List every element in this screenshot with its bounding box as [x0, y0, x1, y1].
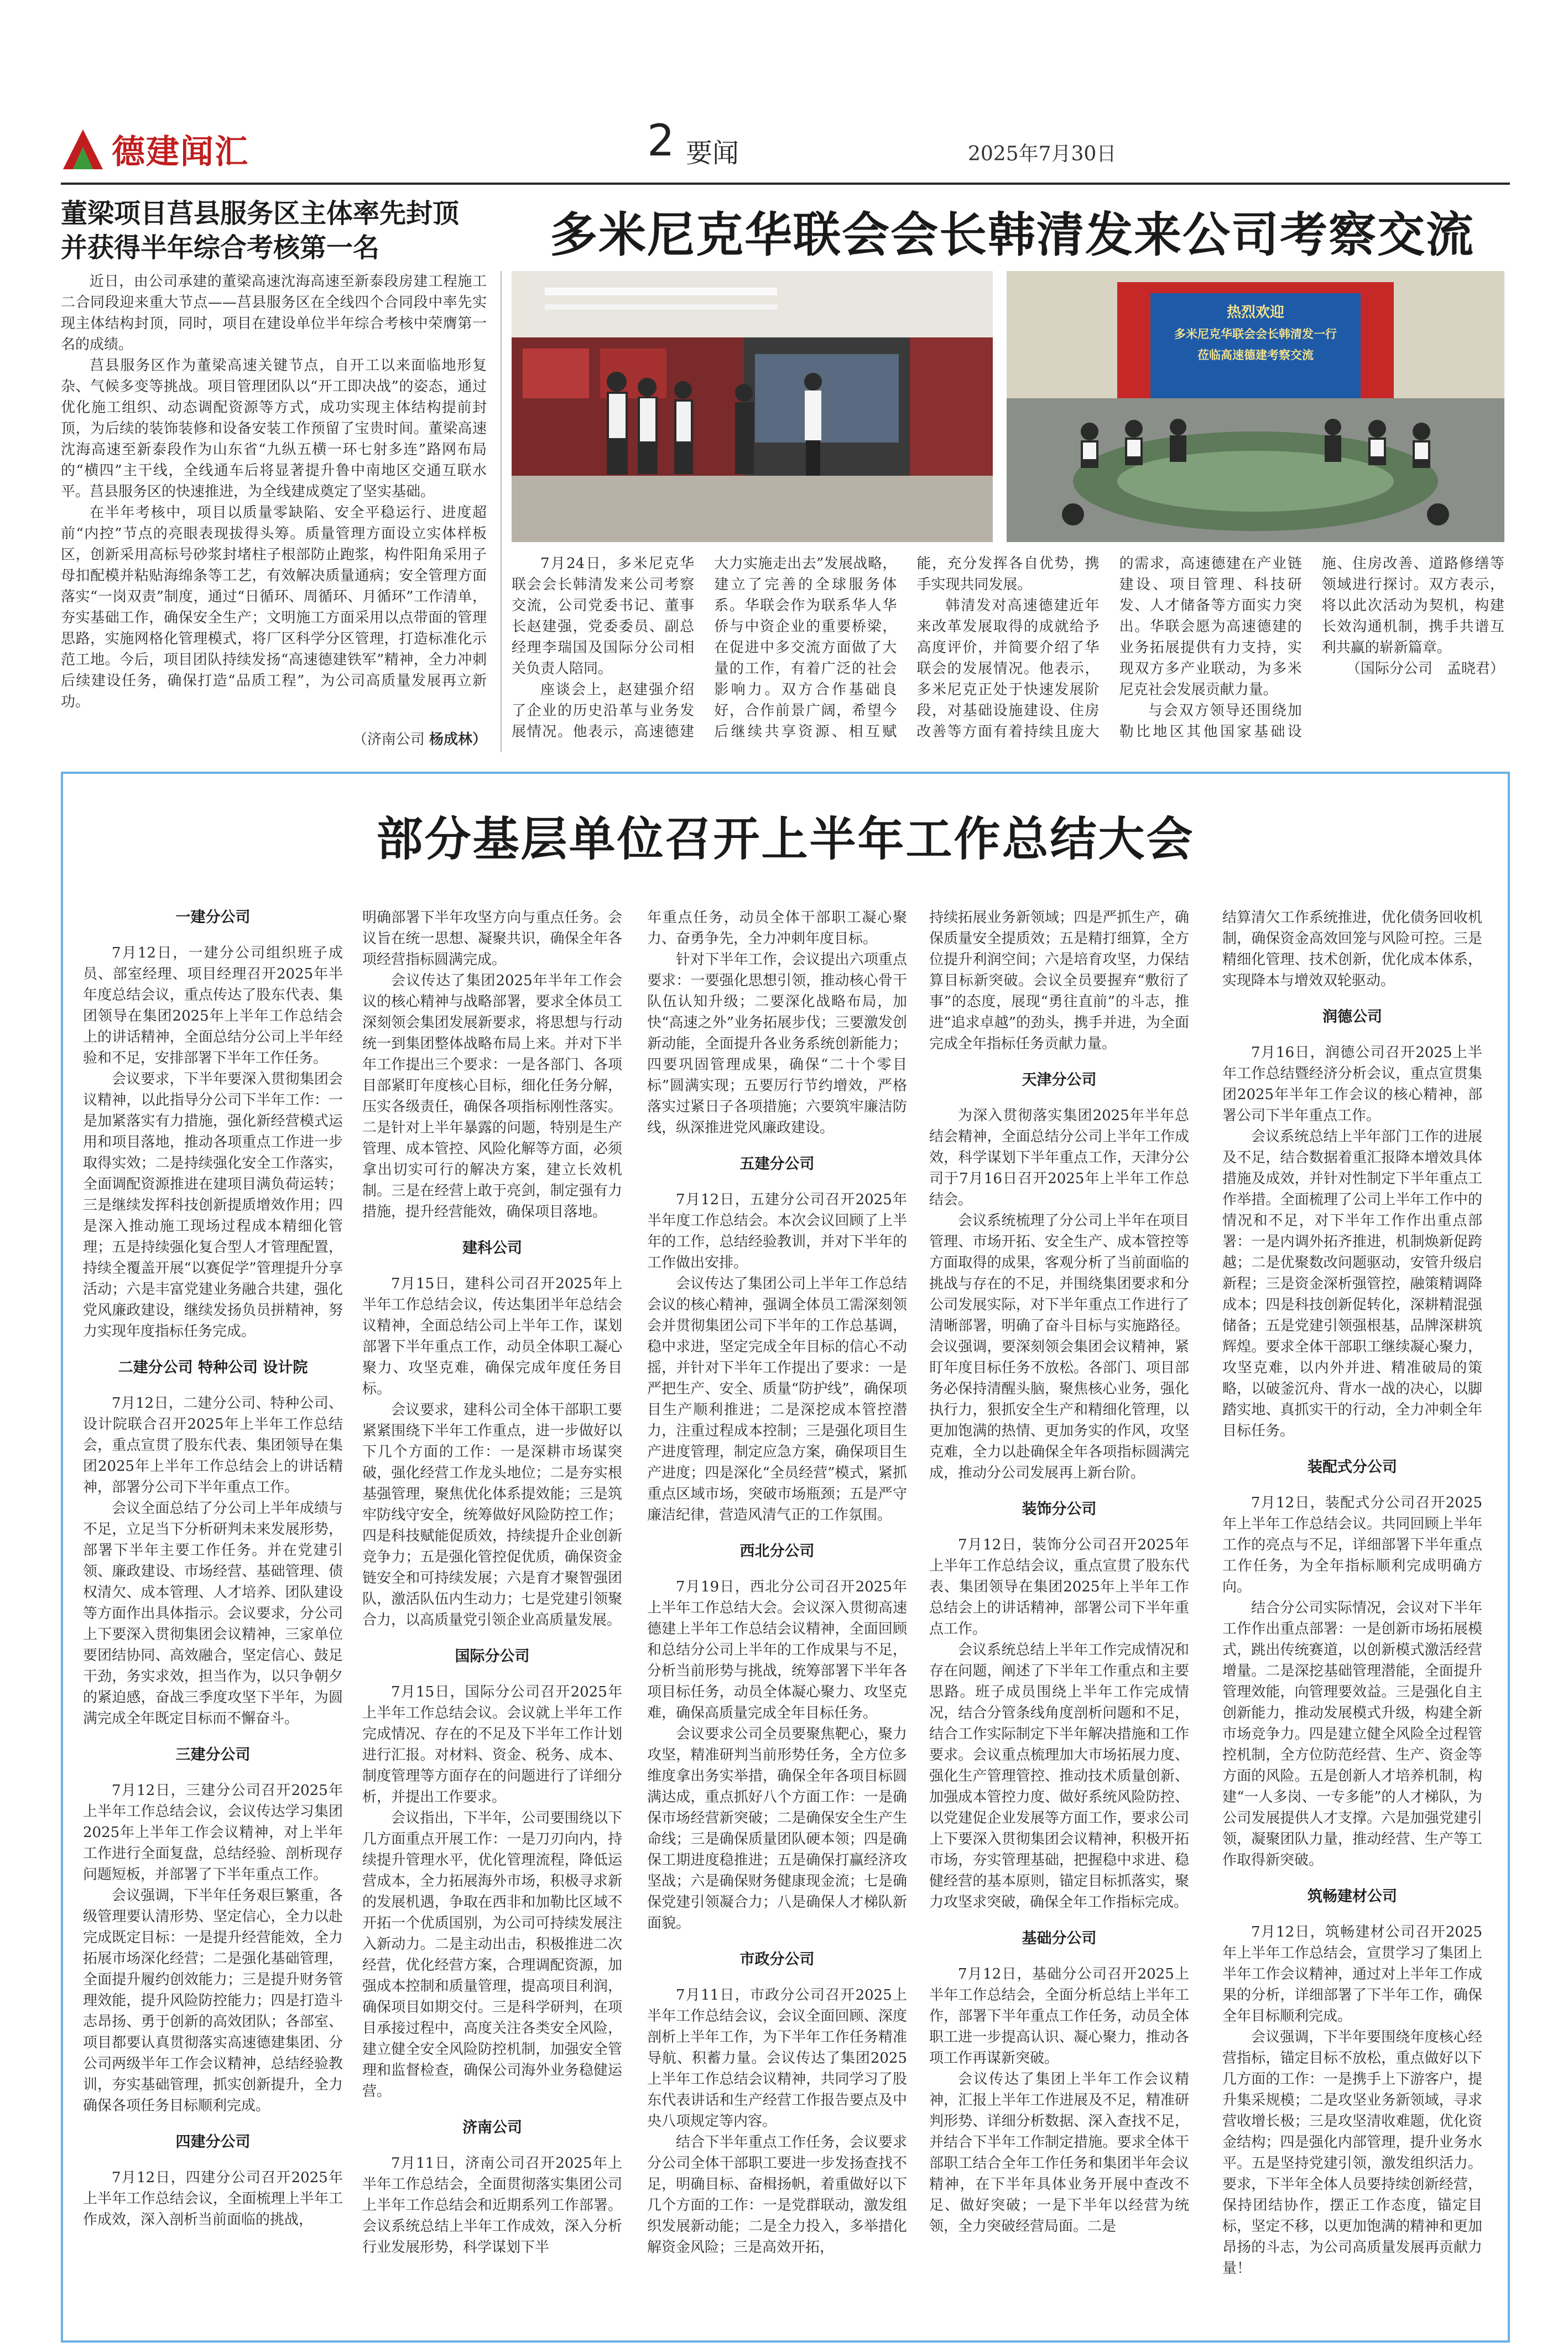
summary-paragraph: 会议指出，下半年，公司要围绕以下几方面重点开展工作：一是刀刃向内，持续提升管理水平，优化管理流程，降低运营成本，全力拓展海外市场，积极寻求新的发展机遇，争取在西非和加勒比区域不开拓一个优质国别，为公司可持续发展注入新动力。二是主动出击，积极推进二次经营，优化经营方案，合理调配资源，加强成本控制和质量管理，提高项目利润，确保项目如期交付。三是科学研判，在项目承接过程中，高度关注各类安全风险，建立健全安全风险防控机制，加强安全管理和监督检查，确保公司海外业务稳健运营。 — [362, 1810, 622, 2100]
unit-heading: 济南公司 — [462, 2119, 522, 2136]
main-article-title: 多米尼克华联会会长韩清发来公司考察交流 — [550, 207, 1475, 263]
summary-paragraph: 7月12日，五建分公司召开2025年半年度工作总结会。本次会议回顾了上半年的工作，总结经验教训，并对下半年的工作做出安排。 — [647, 1191, 907, 1271]
summary-paragraph: 会议系统梳理了分公司上半年在项目管理、市场开拓、安全生产、成本管控等方面取得的成果，客观分析了当前面临的挑战与存在的不足，并围绕集团要求和分公司发展实际，对下半年重点工作进行了清晰部署，明确了奋斗目标与实施路径。会议强调，要深刻领会集团会议精神，紧盯年度目标任务不放松。各部门、项目部务必保持清醒头脑，聚焦核心业务，强化执行力，狠抓安全生产和精细化管理，以更加饱满的热情、更加务实的作风，攻坚克难，全力以赴确保全年各项指标圆满完成，推动分公司发展再上新台阶。 — [929, 1213, 1189, 1481]
summary-paragraph: 7月12日，装饰分公司召开2025年上半年工作总结会议，重点宣贯了股东代表、集团领导在集团2025年上半年工作总结会上的讲话精神，部署公司下半年重点工作。 — [929, 1537, 1189, 1637]
unit-heading: 装配式分公司 — [1307, 1459, 1397, 1476]
summary-paragraph: 为深入贯彻落实集团2025年半年总结会精神，全面总结分公司上半年工作成效，科学谋划下半年重点工作，天津分公司于7月16日召开2025年上半年工作总结会。 — [929, 1107, 1189, 1208]
summary-paragraph: 7月12日，三建分公司召开2025年上半年工作总结会议，会议传达学习集团2025年上半年工作会议精神，对上半年工作进行全面复盘，总结经验、剖析现存问题短板，并部署了下半年重点工作。 — [83, 1782, 343, 1883]
summary-paragraph: 会议全面总结了分公司上半年成绩与不足，立足当下分析研判未来发展形势，部署下半年主要工作任务。并在党建引领、廉政建设、市场经营、基础管理、债权清欠、成本管理、人才培养、团队建设等方面作出具体指示。会议要求，分公司上下要深入贯彻集团会议精神，三家单位要团结协同、高效融合，坚定信心、鼓足干劲，务实求效，担当作为，以只争朝夕的紧迫感，奋战三季度攻坚下半年，为圆满完成全年既定目标而不懈奋斗。 — [83, 1500, 343, 1727]
summary-paragraph: 会议传达了集团公司上半年工作总结会议的核心精神，强调全体员工需深刻领会并贯彻集团公司下半年的工作总基调，稳中求进，坚定完成全年目标的信心不动摇，并针对下半年工作提出了要求：一是严把生产、安全、质量“防护线”，确保项目生产顺利推进；二是深挖成本管控潜力，注重过程成本控制；三是强化项目生产进度管理，制定应急方案，确保项目生产进度；四是深化“全员经营”模式，紧抓重点区域市场，突破市场瓶颈；五是严守廉洁纪律，营造风清气正的工作氛围。 — [647, 1276, 907, 1523]
main-article-body — [512, 553, 1504, 744]
unit-heading: 天津分公司 — [1022, 1071, 1097, 1089]
page-number: 2 — [647, 116, 675, 166]
summary-paragraph: 明确部署下半年攻坚方向与重点任务。会议旨在统一思想、凝聚共识，确保全年各项经营指标圆满完成。 — [362, 909, 622, 968]
summary-paragraph: 结合下半年重点工作任务，会议要求分公司全体干部职工要进一步发扬查找不足，明确目标、奋楫扬帆，着重做好以下几个方面的工作：一是党群联动，激发组织发展新动能；二是全力投入，多举措化解资金风险；三是高效开拓， — [647, 2134, 907, 2256]
left-title-line2: 并获得半年综合考核第一名 — [61, 232, 380, 263]
summary-paragraph: 7月12日，装配式分公司召开2025年上半年工作总结会议。共同回顾上半年工作的亮点与不足，详细部署下半年重点工作任务，为全年指标顺利完成明确方向。 — [1222, 1495, 1482, 1595]
summary-paragraph: 7月15日，国际分公司召开2025年上半年工作总结会议。会议就上半年工作完成情况、存在的不足及下半年工作计划进行汇报。对材料、资金、税务、成本、制度管理等方面存在的问题进行了详细分析，并提出工作要求。 — [362, 1684, 622, 1805]
byline-name: 杨成林） — [429, 731, 487, 748]
photo-exhibition-visit — [512, 271, 993, 542]
unit-heading: 四建分公司 — [175, 2134, 251, 2151]
unit-heading: 市政分公司 — [739, 1951, 815, 1968]
main-article-byline: （国际分公司 孟晓君） — [1346, 660, 1504, 677]
newspaper-logo — [61, 122, 304, 177]
summary-paragraph: 7月11日，市政分公司召开2025上半年工作总结会议，会议全面回顾、深度剖析上半年工作，为下半年工作任务精准导航、积蓄力量。会议传达了集团2025上半年工作总结会议精神，共同学习了股东代表讲话和生产经营工作报告要点及中央八项规定等内容。 — [647, 1987, 907, 2130]
summary-paragraph: 会议强调，下半年要围绕年度核心经营指标，锚定目标不放松，重点做好以下几方面的工作：一是携手上下游客户，提升集采规模；二是攻坚业务新领域，寻求营收增长极；三是攻坚清收难题，优化资金结构；四是强化内部管理，提升业务水平。五是坚持党建引领，激发组织活力。要求，下半年全体人员要持续创新经营，保持团结协作，摆正工作态度，锚定目标，坚定不移，以更加饱满的精神和更加昂扬的斗志，为公司高质量发展再贡献力量！ — [1222, 2029, 1482, 2277]
summary-paragraph: 结算清欠工作系统推进，优化债务回收机制，确保资金高效回笼与风险可控。三是精细化管理、技术创新，优化成本体系，实现降本与增效双轮驱动。 — [1222, 909, 1482, 989]
left-article-paragraph: 近日，由公司承建的董梁高速沈海高速至新泰段房建工程施工二合同段迎来重大节点——莒县服务区在全线四个合同段中率先实现主体结构封顶，同时，项目在建设单位半年综合考核中荣膺第一名的成绩。 — [61, 273, 487, 353]
summary-paragraph: 结合分公司实际情况，会议对下半年工作作出重点部署：一是创新市场拓展模式，跳出传统赛道，以创新模式激活经营增量。二是深挖基础管理潜能，全面提升管理效能，向管理要效益。三是强化自主创新能力，推动发展模式升级，构建全新市场竞争力。四是建立健全风险全过程管控机制，全方位防范经营、生产、资金等方面的风险。五是创新人才培养机制，构建“一人多岗、一专多能”的人才梯队，为公司发展提供人才支撑。六是加强党建引领，凝聚团队力量，推动经营、生产等工作取得新突破。 — [1222, 1600, 1482, 1869]
summary-paragraph: 7月12日，基础分公司召开2025上半年工作总结会，全面分析总结上半年工作，部署下半年重点工作任务，动员全体职工进一步提高认识、凝心聚力，推动各项工作再谋新突破。 — [929, 1966, 1189, 2067]
summary-paragraph: 7月12日，二建分公司、特种公司、设计院联合召开2025年上半年工作总结会，重点宣贯了股东代表、集团领导在集团2025年上半年工作总结会上的讲话精神，部署分公司下半年重点工作。 — [83, 1395, 343, 1496]
summary-column-5 — [1222, 907, 1482, 2279]
summary-paragraph: 7月15日，建科公司召开2025年上半年工作总结会议，传达集团半年总结会议精神，全面总结公司上半年工作，谋划部署下半年重点工作，动员全体职工凝心聚力、攻坚克难，确保完成年度任务目标。 — [362, 1276, 622, 1397]
main-article-paragraph: 与会双方领导还围绕加勒比地区其他国家基础设施、住房改善、道路修缮等领域进行探讨。双方表示，将以此次活动为契机，构建长效沟通机制，携手共谱互利共赢的崭新篇章。 — [1119, 555, 1504, 740]
summary-paragraph: 7月11日，济南公司召开2025年上半年工作总结会，全面贯彻落实集团公司上半年工作总结会和近期系列工作部署。会议系统总结上半年工作成效，深入分析行业发展形势，科学谋划下半 — [362, 2155, 622, 2256]
summary-paragraph: 会议系统总结上半年部门工作的进展及不足，结合数据着重汇报降本增效具体措施及成效，并针对性制定下半年重点工作举措。全面梳理了公司上半年工作中的情况和不足，对下半年工作作出重点部署：一是内调外拓齐推进，机制焕新促跨越；二是优聚数改问题驱动，安管升级启新程；三是资金深析强管控，融策精调降成本；四是科技创新促转化，深耕精混强储备；五是党建引领强根基，品牌深耕筑辉煌。要求全体干部职工继续凝心聚力，攻坚克难，以内外并进、精准破局的策略，以破釜沉舟、背水一战的决心，以脚踏实地、真抓实干的行动，全力冲刺全年目标任务。 — [1222, 1128, 1482, 1439]
banner-line1: 热烈欢迎 — [1226, 304, 1284, 321]
unit-heading: 基础分公司 — [1022, 1930, 1097, 1947]
masthead-divider — [61, 183, 1510, 185]
summary-column-1 — [83, 907, 343, 2230]
summary-paragraph: 7月19日，西北分公司召开2025年上半年工作总结大会。会议深入贯彻高速德建上半年工作总结会议精神，全面回顾和总结分公司上半年的工作成果与不足，分析当前形势与挑战，统筹部署下半年各项目标任务，动员全体凝心聚力、攻坚克难，确保高质量完成全年目标任务。 — [647, 1579, 907, 1721]
logo-icon — [61, 127, 105, 171]
summary-column-3 — [647, 907, 907, 2258]
unit-heading: 建科公司 — [462, 1240, 522, 1257]
welcome-banner — [1150, 301, 1361, 366]
summary-paragraph: 会议系统总结上半年工作完成情况和存在问题，阐述了下半年工作重点和主要思路。班子成员围绕上半年工作完成情况，结合分管条线角度剖析问题和不足，结合工作实际制定下半年解决措施和工作要求。会议重点梳理加大市场拓展力度、强化生产管理管控、推动技术质量创新、加强成本管控力度、做好系统风险防控、以党建促企业发展等方面工作，要求公司上下要深入贯彻集团会议精神，积极开拓市场，夯实管理基础，把握稳中求进、稳健经营的基本原则，锚定目标抓落实，聚力攻坚求突破，确保全年工作指标完成。 — [929, 1642, 1189, 1911]
unit-heading: 筑畅建材公司 — [1307, 1888, 1397, 1905]
summary-paragraph: 会议要求公司全员要聚焦靶心，聚力攻坚，精准研判当前形势任务，全方位多维度拿出务实举措，确保全年各项目标圆满达成，重点抓好八个方面工作：一是确保市场经营新突破；二是确保安全生产生命线；三是确保质量团队硬本领；四是确保工期进度稳推进；五是确保打赢经济攻坚战；六是确保财务健康现金流；七是确保党建引领凝合力；八是确保人才梯队新面貌。 — [647, 1726, 907, 1932]
summary-paragraph: 年重点任务，动员全体干部职工凝心聚力、奋勇争先，全力冲刺年度目标。 — [647, 909, 907, 947]
main-article-paragraph: 韩清发对高速德建近年来改革发展取得的成就给予高度评价，并简要介绍了华联会的发展情况。他表示，多米尼克正处于快速发展阶段，对基础设施建设、住房改善等方面有着持续且庞大的需求，高速德建在产业链建设、项目管理、科技研发、人才储备等方面实力突出。华联会愿为高速德建的业务拓展提供有力支持，实现双方多产业联动，为多米尼克社会发展贡献力量。 — [916, 555, 1302, 740]
summary-paragraph: 会议强调，下半年任务艰巨繁重，各级管理要认清形势、坚定信心，全力以赴完成既定目标：一是提升经营能效，全力拓展市场深化经营；二是强化基础管理，全面提升履约创效能力；三是提升财务管理效能，提升风险防控能力；四是打造斗志昂扬、勇于创新的高效团队；各部室、项目都要认真贯彻落实高速德建集团、分公司两级半年工作会议精神，总结经验教训，夯实基础管理，抓实创新提升，全力确保各项任务目标顺利完成。 — [83, 1887, 343, 2114]
unit-heading: 二建分公司 特种公司 设计院 — [118, 1359, 308, 1376]
left-article-title — [61, 196, 514, 265]
photo-symposium — [1007, 271, 1504, 542]
summary-paragraph: 会议要求，下半年要深入贯彻集团会议精神，以此指导分公司下半年工作：一是加紧落实有力措施，强化新经营模式运用和项目落地，推动各项重点工作进一步取得实效；二是持续强化安全工作落实，全面调配资源推进在建项目满负荷运转；三是继续发挥科技创新提质增效作用；四是深入推动施工现场过程成本精细化管理；五是持续强化复合型人才管理配置，持续全覆盖开展“以赛促学”管理提升分享活动；六是丰富党建业务融合共建，强化党风廉政建设，继续发扬负员拼精神，努力实现年度指标任务完成。 — [83, 1071, 343, 1340]
left-title-line1: 董梁项目莒县服务区主体率先封顶 — [61, 198, 460, 229]
unit-heading: 装饰分公司 — [1022, 1501, 1097, 1518]
left-article-paragraph: 莒县服务区作为董梁高速关键节点，自开工以来面临地形复杂、气候多变等挑战。项目管理团队以“开工即决战”的姿态，通过优化施工组织、动态调配资源等方式，成功实现主体结构提前封顶，为后续的装饰装修和设备安装工作预留了宝贵时间。董梁高速沈海高速至新泰段作为山东省“九纵五横一环七射多连”路网布局的“横四”主干线，全线通车后将显著提升鲁中南地区交通互联水平。莒县服务区的快速推进，为全线建成奠定了坚实基础。 — [61, 357, 487, 500]
masthead — [61, 116, 1510, 183]
logo-text: 德建闻汇 — [112, 133, 249, 171]
left-article-byline — [61, 729, 487, 750]
main-article-paragraph: 7月24日，多米尼克华联会会长韩清发来公司考察交流，公司党委书记、董事长赵建强，党委委员、副总经理李瑞国及国际分公司相关负责人陪同。 — [512, 555, 695, 677]
unit-heading: 润德公司 — [1322, 1008, 1382, 1026]
summary-paragraph: 7月12日，四建分公司召开2025年上半年工作总结会议，全面梳理上半年工作成效，深入剖析当前面临的挑战， — [83, 2169, 343, 2228]
summary-paragraph: 7月16日，润德公司召开2025上半年工作总结暨经济分析会议，重点宣贯集团2025年半年工作会议的核心精神，部署公司下半年重点工作。 — [1222, 1044, 1482, 1124]
summary-paragraph: 针对下半年工作，会议提出六项重点要求：一要强化思想引领，推动核心骨干队伍认知升级；二要深化战略布局，加快“高速之外”业务拓展步伐；三要激发创新动能，全面提升各业务系统创新能力；四要巩固管理成果，确保“二十个零目标”圆满实现；五要厉行节约增效，严格落实过紧日子各项措施；六要筑牢廉洁防线，纵深推进党风廉政建设。 — [647, 951, 907, 1136]
summary-paragraph: 持续拓展业务新领域；四是严抓生产，确保质量安全提质效；五是精打细算，全方位提升利润空间；六是培育攻坚，力保结算目标新突破。会议全员要握弃“敷衍了事”的态度，展现“勇往直前”的斗志，推进“追求卓越”的劲头，携手并进，为全面完成全年指标任务贡献力量。 — [929, 909, 1189, 1052]
left-article-body — [61, 271, 487, 750]
unit-heading: 五建分公司 — [739, 1156, 815, 1173]
summary-paragraph: 会议要求，建科公司全体干部职工要紧紧围绕下半年工作重点，进一步做好以下几个方面的工作：一是深耕市场谋突破，强化经营工作龙头地位；二是夯实根基强管理，聚焦优化体系提效能；三是筑牢防线守安全，统筹做好风险防控工作；四是科技赋能促质效，持续提升企业创新竞争力；五是强化管控促优质，确保资金链安全和可持续发展；六是育才聚智强团队，激活队伍内生动力；七是党建引领聚合力，以高质量党引领企业高质量发展。 — [362, 1402, 622, 1628]
issue-date: 2025年7月30日 — [968, 143, 1117, 165]
summary-section-title: 部分基层单位召开上半年工作总结大会 — [376, 812, 1195, 866]
unit-heading: 国际分公司 — [455, 1648, 530, 1665]
banner-line2: 多米尼克华联会会长韩清发一行 — [1174, 327, 1337, 341]
unit-heading: 三建分公司 — [175, 1746, 251, 1763]
left-article-paragraph: 在半年考核中，项目以质量零缺陷、安全平稳运行、进度超前“内控”节点的亮眼表现拔得头筹。质量管理方面设立实体样板区，创新采用高标号砂浆封堵柱子根部防止跑浆，构件阳角采用子母扣配模并粘贴海绵条等工艺，有效解决质量通病；安全管理方面落实“一岗双责”制度，通过“日循环、周循环、月循环”工作清单，夯实基础工作，确保安全生产；文明施工方面采用以点带面的管理思路，实施网格化管理模式，将厂区科学分区管理，打造标准化示范工地。今后，项目团队持续发扬“高速德建铁军”精神，全力冲刺后续建设任务，确保打造“品质工程”，为公司高质量发展再立新功。 — [61, 504, 487, 710]
summary-paragraph: 7月12日，筑畅建材公司召开2025年上半年工作总结会，宣贯学习了集团上半年工作会议精神，通过对上半年工作成果的分析，详细部署了下半年工作，确保全年目标顺利完成。 — [1222, 1924, 1482, 2025]
summary-column-4 — [929, 907, 1189, 2237]
summary-paragraph: 会议传达了集团上半年工作会议精神，汇报上半年工作进展及不足，精准研判形势、详细分析数据、深入查找不足，并结合下半年工作制定措施。要求全体干部职工结合全年工作任务和集团半年会议精神，在下半年具体业务开展中查改不足、做好突破；一是下半年以经营为统领，全力突破经营局面。二是 — [929, 2071, 1189, 2235]
section-name: 要闻 — [686, 138, 739, 169]
byline-unit: （济南公司 — [352, 731, 425, 748]
summary-paragraph: 会议传达了集团2025年半年工作会议的核心精神与战略部署，要求全体员工深刻领会集团发展新要求，将思想与行动统一到集团整体战略布局上来。并对下半年工作提出三个要求：一是各部门、各项目部紧盯年度核心目标，细化任务分解，压实各级责任，确保各项指标刚性落实。二是针对上半年暴露的问题，特别是生产管理、成本管控、风险化解等方面，必须拿出切实可行的解决方案，建立长效机制。三是在经营上敢于亮剑，制定强有力措施，提升经营能效，确保项目落地。 — [362, 972, 622, 1220]
column-divider — [501, 271, 502, 752]
summary-paragraph: 7月12日，一建分公司组织班子成员、部室经理、项目经理召开2025年半年度总结会议，重点传达了股东代表、集团领导在集团2025年上半年工作总结会上的讲话精神，全面总结分公司上半年经验和不足，安排部署下半年工作任务。 — [83, 945, 343, 1066]
summary-column-2 — [362, 907, 622, 2258]
unit-heading: 一建分公司 — [175, 909, 251, 926]
unit-heading: 西北分公司 — [739, 1543, 815, 1560]
banner-line3: 莅临高速德建考察交流 — [1197, 348, 1314, 362]
main-article-paragraph: 座谈会上，赵建强介绍了企业的历史沿革与业务发展情况。他表示，高速德建大力实施走出去”发展战略，建立了完善的全球服务体系。华联会作为联系华人华侨与中资企业的重要桥梁，在促进中多交流方面做了大量的工作，有着广泛的社会影响力。双方合作基础良好，合作前景广阔，希望今后继续共享资源、相互赋能，充分发挥各自优势，携手实现共同发展。 — [512, 555, 1100, 740]
